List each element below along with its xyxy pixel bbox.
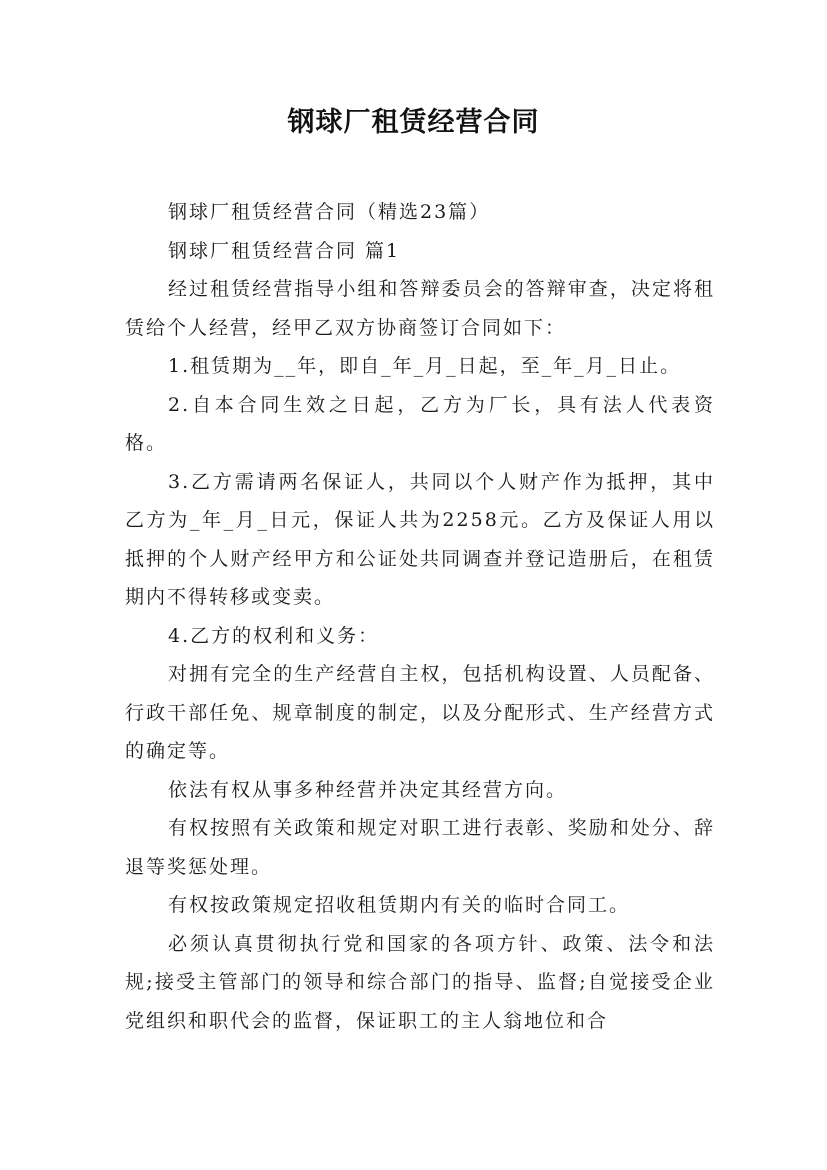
- paragraph: 对拥有完全的生产经营自主权，包括机构设置、人员配备、行政干部任免、规章制度的制定，以及分配形式、生产经营方式的确定等。: [125, 663, 715, 762]
- paragraph: 钢球厂租赁经营合同 篇1: [168, 239, 401, 262]
- paragraph: 2.自本合同生效之日起，乙方为厂长，具有法人代表资格。: [125, 393, 715, 454]
- document-body: [125, 193, 715, 1040]
- paragraph: 依法有权从事多种经营并决定其经营方向。: [168, 778, 568, 801]
- paragraph: 有权按政策规定招收租赁期内有关的临时合同工。: [168, 894, 631, 916]
- paragraph: 必须认真贯彻执行党和国家的各项方针、政策、法令和法规;接受主管部门的领导和综合部门的指导、监督;自觉接受企业党组织和职代会的监督，保证职工的主人翁地位和合: [125, 932, 715, 1032]
- paragraph: 钢球厂租赁经营合同（精选23篇）: [168, 201, 491, 223]
- document-title: 钢球厂租赁经营合同: [287, 107, 540, 138]
- paragraph: 有权按照有关政策和规定对职工进行表彰、奖励和处分、辞退等奖惩处理。: [125, 817, 715, 878]
- paragraph: 经过租赁经营指导小组和答辩委员会的答辩审查，决定将租赁给个人经营，经甲乙双方协商签订合同如下：: [125, 278, 715, 339]
- paragraph: 4.乙方的权利和义务：: [168, 624, 380, 647]
- paragraph: 1.租赁期为__年，即自_年_月_日起，至_年_月_日止。: [168, 355, 682, 377]
- paragraph: 3.乙方需请两名保证人，共同以个人财产作为抵押，其中乙方为_年_月_日元，保证人共为2258元。乙方及保证人用以抵押的个人财产经甲方和公证处共同调查并登记造册后，在租赁期内不得转移或变卖。: [125, 470, 715, 608]
